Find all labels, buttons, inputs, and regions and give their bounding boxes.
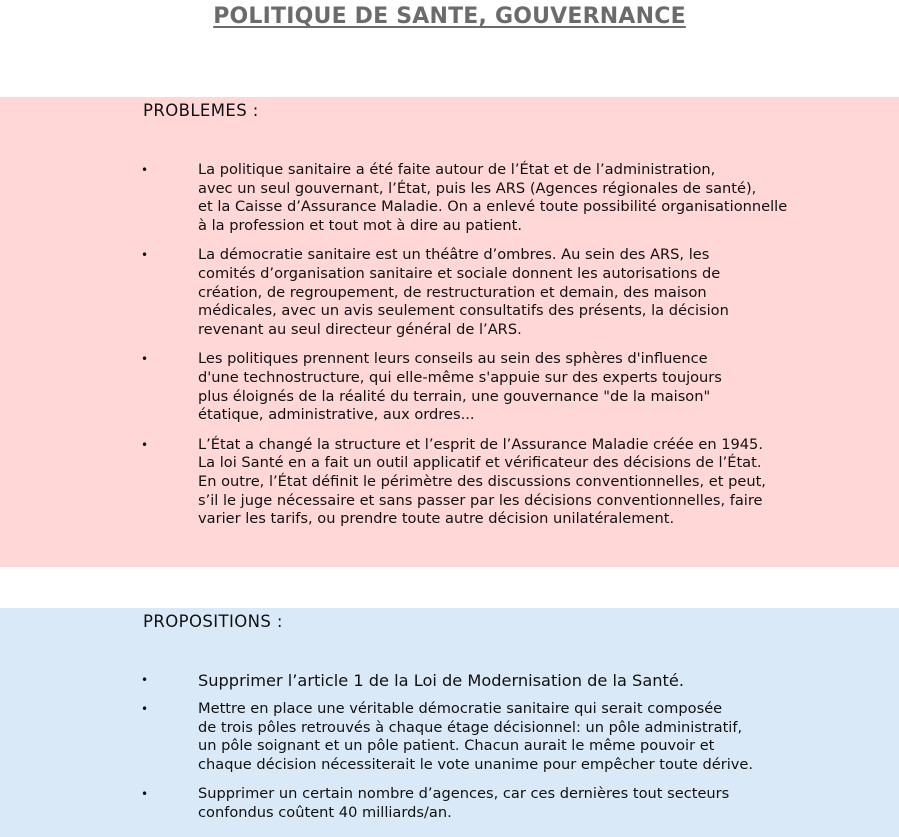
bullet-icon: • xyxy=(141,248,149,263)
item-text-line: La loi Santé en a fait un outil applicatif et vérificateur des décisions de l’État. xyxy=(198,454,762,472)
item-text-line: plus éloignés de la réalité du terrain, une gouvernance "de la maison" xyxy=(198,387,711,405)
item-text-line: Mettre en place une véritable démocratie sanitaire qui serait composée xyxy=(198,700,723,717)
problems-list xyxy=(0,161,899,540)
item-text-line: Supprimer l’article 1 de la Loi de Modernisation de la Santé. xyxy=(198,671,684,690)
item-text-line: L’État a changé la structure et l’esprit de l’Assurance Maladie créée en 1945. xyxy=(198,435,763,453)
proposals-section xyxy=(0,608,899,837)
proposal-item-3 xyxy=(0,785,899,822)
item-text-line: à la profession et tout mot à dire au patient. xyxy=(198,217,522,235)
proposal-item-1 xyxy=(0,671,899,690)
item-text-line: chaque décision nécessiterait le vote unanime pour empêcher toute dérive. xyxy=(198,756,754,774)
item-text-line: création, de regroupement, de restructuration et demain, des maison xyxy=(198,283,707,301)
item-text-line: de trois pôles retrouvés à chaque étage décisionnel: un pôle administratif, xyxy=(198,718,743,736)
bullet-icon: • xyxy=(141,437,149,452)
problems-heading: PROBLEMES : xyxy=(143,101,259,120)
item-text-line: Supprimer un certain nombre d’agences, car ces dernières tout secteurs xyxy=(198,785,730,803)
item-text-line: comités d’organisation sanitaire et sociale donnent les autorisations de xyxy=(198,265,721,283)
item-text-line: avec un seul gouvernant, l’État, puis les ARS (Agences régionales de santé), xyxy=(198,179,757,197)
item-text-line: d'une technostructure, qui elle-même s'appuie sur des experts toujours xyxy=(198,369,722,387)
bullet-icon: • xyxy=(141,673,149,687)
problem-item-1 xyxy=(0,161,899,236)
proposals-heading: PROPOSITIONS : xyxy=(143,612,283,631)
item-text-line: s’il le juge nécessaire et sans passer par les décisions conventionnelles, faire xyxy=(198,491,763,509)
item-text-line: revenant au seul directeur général de l’ARS. xyxy=(198,321,522,339)
item-text-line: un pôle soignant et un pôle patient. Chacun aurait le même pouvoir et xyxy=(198,737,715,755)
item-text-line: La politique sanitaire a été faite autour de l’État et de l’administration, xyxy=(198,161,716,178)
item-text-line: varier les tarifs, ou prendre toute autre décision unilatéralement. xyxy=(198,510,675,528)
item-text-line: Les politiques prennent leurs conseils au sein des sphères d'influence xyxy=(198,350,708,368)
item-text-line: La démocratie sanitaire est un théâtre d’ombres. Au sein des ARS, les xyxy=(198,246,710,264)
bullet-icon: • xyxy=(141,352,149,367)
bullet-icon: • xyxy=(141,163,149,177)
item-text-line: confondus coûtent 40 milliards/an. xyxy=(198,804,452,822)
proposal-item-2 xyxy=(0,700,899,775)
bullet-icon: • xyxy=(141,702,149,716)
bullet-icon: • xyxy=(141,787,149,802)
problem-item-2 xyxy=(0,246,899,340)
proposals-list xyxy=(0,671,899,833)
item-text-line: En outre, l’État définit le périmètre des discussions conventionnelles, et peut, xyxy=(198,473,766,491)
item-text-line: et la Caisse d’Assurance Maladie. On a enlevé toute possibilité organisationnelle xyxy=(198,198,788,216)
problems-section xyxy=(0,97,899,567)
item-text-line: médicales, avec un avis seulement consultatifs des présents, la décision xyxy=(198,302,729,320)
problem-item-4 xyxy=(0,436,899,530)
problem-item-3 xyxy=(0,350,899,425)
item-text-line: étatique, administrative, aux ordres... xyxy=(198,406,475,424)
page-title: POLITIQUE DE SANTE, GOUVERNANCE xyxy=(213,4,686,29)
